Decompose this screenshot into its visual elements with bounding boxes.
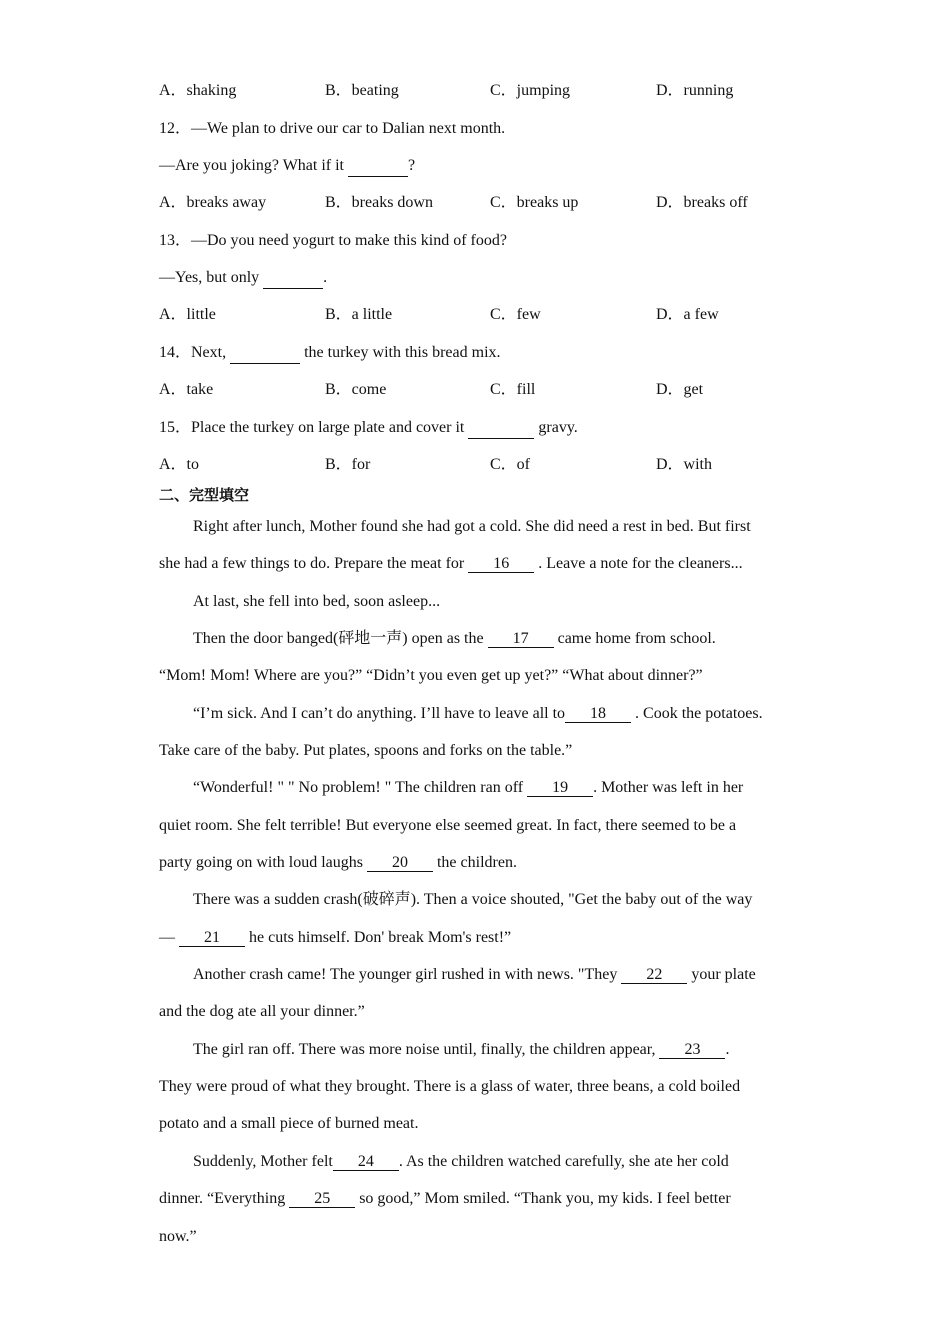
passage-text: Another crash came! The younger girl rushed in with news. "They [193,966,622,983]
q15-blank[interactable] [468,418,534,439]
passage-text: “I’m sick. And I can’t do anything. I’ll have to leave all to [193,705,566,722]
q13-response-end: . [323,269,328,286]
passage-text: . [725,1041,730,1058]
q12-blank[interactable] [348,156,408,177]
blank-18[interactable]: 18 [565,705,631,723]
passage-line [193,1152,729,1172]
q14-stem-end: the turkey with this bread mix. [300,344,501,361]
section-title-cloze: 二、完型填空 [159,486,250,504]
q12-option-b[interactable]: B．breaks down [325,194,433,211]
q13-stem: 13．—Do you need yogurt to make this kind of food? [159,232,507,249]
passage-text: he cuts himself. Don' break Mom's rest!” [245,929,512,946]
q13-option-b[interactable]: B．a little [325,306,393,323]
passage-line: Right after lunch, Mother found she had got a cold. She did need a rest in bed. But first [193,518,751,535]
q13-option-d[interactable]: D．a few [656,306,719,323]
passage-line [159,928,511,948]
passage-line: They were proud of what they brought. There is a glass of water, three beans, a cold boiled [159,1078,741,1095]
passage-text: she had a few things to do. Prepare the meat for [159,555,469,572]
q12-stem: 12．—We plan to drive our car to Dalian next month. [159,120,506,137]
passage-line: “Mom! Mom! Where are you?” “Didn’t you even get up yet?” “What about dinner?” [159,667,703,684]
passage-text: party going on with loud laughs [159,854,367,871]
q13-response [159,268,327,289]
q15-option-c[interactable]: C．of [490,456,531,473]
passage-line: Take care of the baby. Put plates, spoons and forks on the table.” [159,742,573,759]
q12-response-end: ? [408,157,416,174]
q13-option-a[interactable]: A．little [159,306,216,323]
passage-text: your plate [687,966,756,983]
q15-option-a[interactable]: A．to [159,456,200,473]
q15-stem-start: 15．Place the turkey on large plate and cover it [159,419,469,436]
q13-response-text: —Yes, but only [159,269,264,286]
passage-text: so good,” Mom smiled. “Thank you, my kids. I feel better [355,1190,731,1207]
passage-line [159,554,743,574]
passage-text: . Cook the potatoes. [631,705,763,722]
q11-option-b[interactable]: B．beating [325,82,399,99]
passage-text: Suddenly, Mother felt [193,1153,333,1170]
passage-line [193,778,743,798]
passage-text: Then the door banged(砰地一声) open as the [193,630,488,647]
q11-option-c[interactable]: C．jumping [490,82,571,99]
passage-line [193,704,763,724]
passage-text: The girl ran off. There was more noise until, finally, the children appear, [193,1041,660,1058]
q14-blank[interactable] [230,343,300,364]
passage-line [193,629,716,649]
q15-option-b[interactable]: B．for [325,456,371,473]
q15-stem-end: gravy. [534,419,578,436]
passage-text: came home from school. [553,630,716,647]
q12-response [159,156,415,177]
blank-20[interactable]: 20 [367,854,433,872]
q14-option-d[interactable]: D．get [656,381,704,398]
q14-stem-start: 14．Next, [159,344,231,361]
passage-line [159,1189,731,1209]
q14-option-b[interactable]: B．come [325,381,387,398]
q14-stem [159,343,501,364]
blank-25[interactable]: 25 [289,1190,355,1208]
passage-text: — [159,929,179,946]
passage-text: “Wonderful! " " No problem! " The children ran off [193,779,528,796]
blank-16[interactable]: 16 [468,555,534,573]
q14-option-a[interactable]: A．take [159,381,214,398]
passage-text: the children. [432,854,517,871]
q12-option-a[interactable]: A．breaks away [159,194,267,211]
passage-line: potato and a small piece of burned meat. [159,1115,419,1132]
passage-line: There was a sudden crash(破碎声). Then a voice shouted, "Get the baby out of the way [193,891,753,908]
passage-line: At last, she fell into bed, soon asleep... [193,593,441,610]
passage-text: . Leave a note for the cleaners... [534,555,743,572]
passage-line: now.” [159,1228,197,1245]
q12-option-c[interactable]: C．breaks up [490,194,579,211]
passage-line [193,965,756,985]
blank-23[interactable]: 23 [659,1041,725,1059]
q12-response-text: —Are you joking? What if it [159,157,348,174]
q12-option-d[interactable]: D．breaks off [656,194,748,211]
q11-option-d[interactable]: D．running [656,82,734,99]
blank-17[interactable]: 17 [488,630,554,648]
q13-blank[interactable] [263,268,323,289]
blank-19[interactable]: 19 [527,779,593,797]
passage-text: . Mother was left in her [593,779,744,796]
passage-text: dinner. “Everything [159,1190,290,1207]
q13-option-c[interactable]: C．few [490,306,541,323]
passage-line: and the dog ate all your dinner.” [159,1003,365,1020]
blank-24[interactable]: 24 [333,1153,399,1171]
blank-22[interactable]: 22 [621,966,687,984]
q14-option-c[interactable]: C．fill [490,381,536,398]
blank-21[interactable]: 21 [179,929,245,947]
passage-text: . As the children watched carefully, she ate her cold [398,1153,729,1170]
passage-line [159,853,517,873]
q15-option-d[interactable]: D．with [656,456,713,473]
q11-option-a[interactable]: A．shaking [159,82,237,99]
passage-line: quiet room. She felt terrible! But everyone else seemed great. In fact, there seemed to be a [159,817,737,834]
passage-line [193,1040,729,1060]
q15-stem [159,418,578,439]
